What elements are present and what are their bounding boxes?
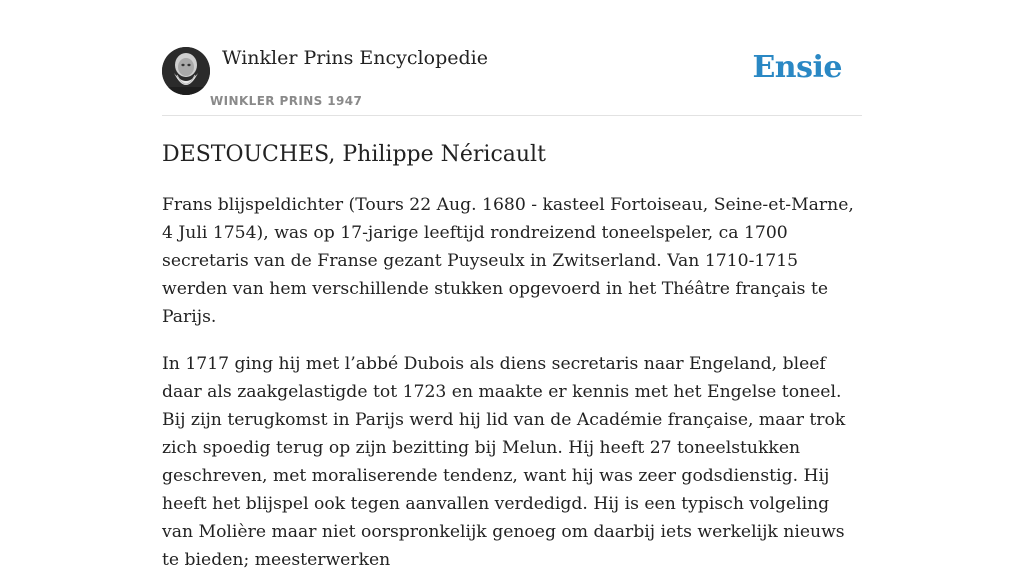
page-container — [162, 0, 862, 574]
bearded-man-portrait-icon[interactable] — [162, 47, 210, 95]
site-header — [162, 0, 862, 116]
site-subtitle: WINKLER PRINS 1947 — [210, 94, 363, 108]
site-title[interactable]: Winkler Prins Encyclopedie — [222, 47, 488, 69]
brand-logo-link[interactable]: Ensie — [752, 50, 842, 85]
article-paragraph-2: In 1717 ging hij met l’abbé Dubois als diens secretaris naar Engeland, bleef daar als zaakgelastigde tot 1723 en maakte er kennis met het Engelse toneel. Bij zijn terugkomst in Parijs werd hij lid van de Académie française, maar trok zich spoedig terug op zijn bezitting bij Melun. Hij heeft 27 toneelstukken geschreven, met moraliserende tendenz, want hij was zeer godsdienstig. Hij heeft het blijspel ook tegen aanvallen verdedigd. Hij is een typisch volgeling van Molière maar niet oorspronkelijk genoeg om daarbij iets werkelijk nieuws te bieden; meesterwerken — [162, 354, 846, 570]
article-title: DESTOUCHES, Philippe Néricault — [162, 142, 546, 167]
article-paragraph-1: Frans blijspeldichter (Tours 22 Aug. 1680 - kasteel Fortoiseau, Seine-et-Marne, 4 Juli 1754), was op 17-jarige leeftijd rondreizend toneelspeler, ca 1700 secretaris van de Franse gezant Puyseulx in Zwitserland. Van 1710-1715 werden van hem verschillende stukken opgevoerd in het Théâtre français te Parijs. — [162, 195, 854, 327]
